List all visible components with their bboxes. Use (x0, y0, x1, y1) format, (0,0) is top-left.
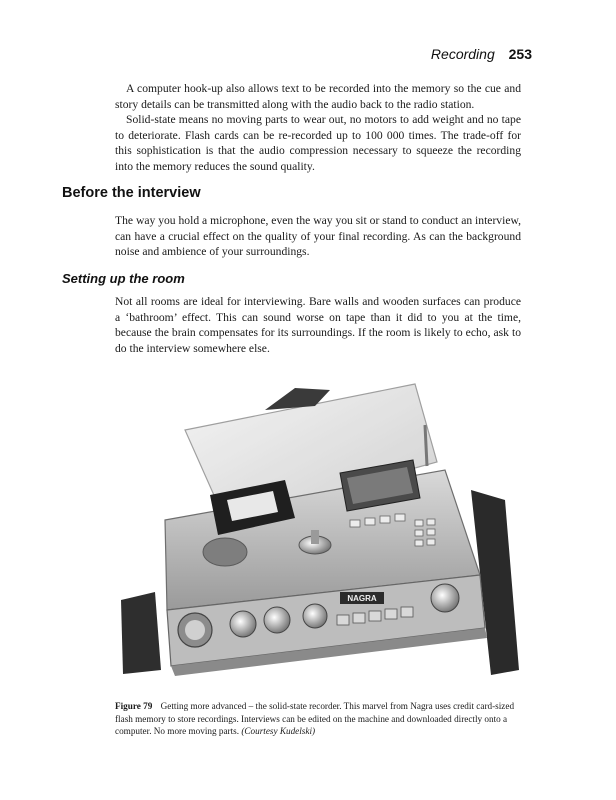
front-button (337, 615, 349, 625)
left-strap (121, 592, 161, 674)
speaker-grille (203, 538, 247, 566)
keypad-key (415, 530, 423, 536)
keypad-key (395, 514, 405, 521)
keypad-key (427, 519, 435, 525)
figure-credit: (Courtesy Kudelski) (241, 726, 316, 737)
keypad-key (380, 516, 390, 523)
gain-knob (264, 607, 290, 633)
front-button (401, 607, 413, 617)
input-level-knob (230, 611, 256, 637)
paragraph-microphone: The way you hold a microphone, even the way you sit or stand to conduct an interview, can have a crucial effect on the quality of your final recording. As can the background noise and ambience of your surroundings. (115, 214, 521, 259)
running-head (431, 46, 532, 62)
page-number: 253 (508, 46, 532, 62)
figure-caption (115, 700, 521, 738)
solid-state-recorder-illustration (115, 370, 521, 696)
front-button (353, 613, 365, 623)
figure-79-photo (115, 370, 521, 696)
heading-before-the-interview: Before the interview (62, 185, 201, 201)
keypad-key (415, 520, 423, 526)
jog-wheel-cap (311, 530, 319, 544)
figure-caption-text: Getting more advanced – the solid-state recorder. This marvel from Nagra uses credit card-sized flash memory to store recordings. Interviews can be edited on the machine and downloaded directly onto a computer. No more moving parts. (115, 701, 515, 737)
keypad-key (365, 518, 375, 525)
lid-hinge (425, 425, 427, 466)
brand-badge-text: NAGRA (347, 594, 377, 603)
monitor-level-knob (303, 604, 327, 628)
running-head-section: Recording (430, 46, 495, 62)
front-button (369, 611, 381, 621)
level-meter-face (185, 620, 205, 640)
keypad-key (415, 540, 423, 546)
paragraph-solid-state: Solid-state means no moving parts to wear out, no motors to add weight and no tape to deteriorate. Flash cards can be re-recorded up to 100 000 times. The trade-off for this sophistication is that the audio compression necessary to squeeze the recording into the memory reduces the sound quality. (115, 113, 521, 173)
heading-setting-up-the-room: Setting up the room (62, 271, 185, 286)
keypad-key (427, 539, 435, 545)
figure-label: Figure 79 (115, 701, 153, 711)
front-button (385, 609, 397, 619)
keypad-key (427, 529, 435, 535)
paragraph-computer-hookup: A computer hook-up also allows text to be recorded into the memory so the cue and story details can be transmitted along with the audio back to the radio station. (115, 82, 521, 111)
mode-selector-knob (431, 584, 459, 612)
paragraph-rooms: Not all rooms are ideal for interviewing. Bare walls and wooden surfaces can produce a ‘bathroom’ effect. This can sound worse on tape than it did to you at the time, because the brain compensates for its surroundings. If the room is likely to echo, ask to do the interview somewhere else. (115, 295, 521, 355)
keypad-key (350, 520, 360, 527)
